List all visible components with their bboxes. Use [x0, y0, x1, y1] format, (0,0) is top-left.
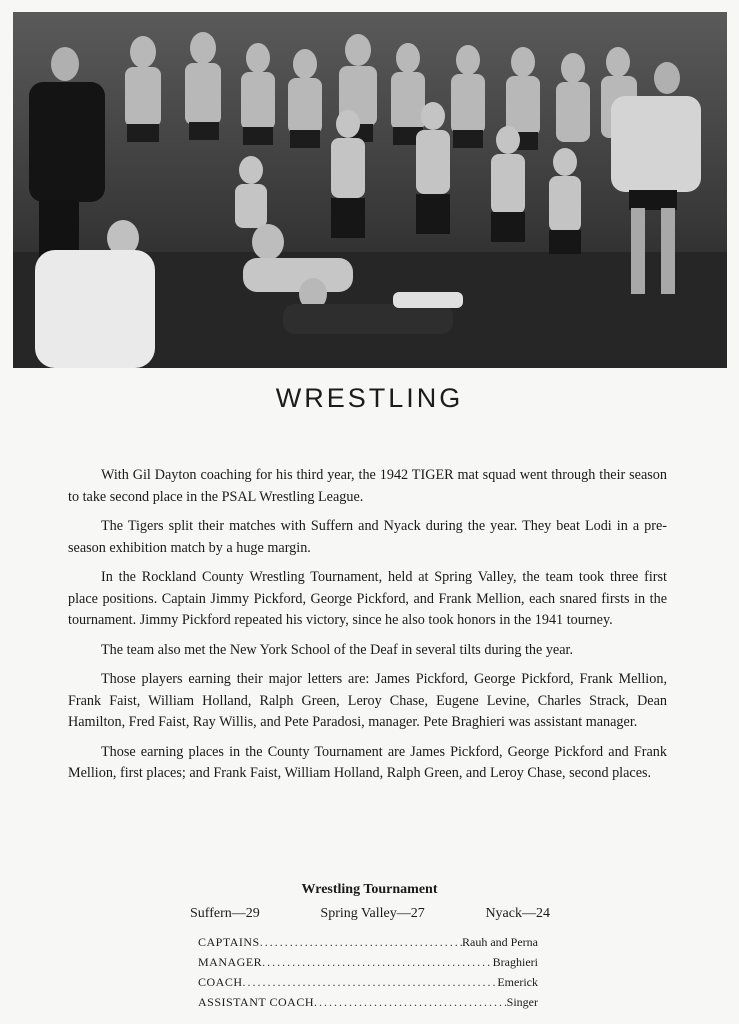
staff-role: MANAGER: [198, 955, 263, 969]
leader-dots: [262, 952, 493, 972]
staff-role: CAPTAINS: [198, 935, 260, 949]
staff-name: Rauh and Perna: [462, 935, 538, 949]
staff-row: [198, 932, 538, 952]
staff-name: Singer: [506, 995, 538, 1009]
staff-name: Braghieri: [492, 955, 538, 969]
leader-dots: [260, 932, 462, 952]
staff-list: [198, 932, 538, 1012]
staff-role: ASSISTANT COACH: [198, 995, 315, 1009]
staff-row: [198, 972, 538, 992]
page-title: WRESTLING: [275, 383, 464, 413]
staff-name: Emerick: [497, 975, 538, 989]
paragraph: The team also met the New York School of the Deaf in several tilts during the year.: [101, 641, 574, 658]
score-nyack: Nyack—24: [485, 906, 550, 921]
staff-row: [198, 992, 538, 1012]
staff-role: COACH: [198, 975, 243, 989]
leader-dots: [243, 972, 498, 992]
paragraph: Those players earning their major letters are: James Pickford, George Pickford, Frank Mellion, Frank Faist, William Holland, Ralph Green, Leroy Chase, Eugene Levine, Charles Strack, Dean Hamilton, Fred Faist, Ray Willis, and Pete Paradosi, manager. Pete Braghieri was assistant manager.: [68, 671, 667, 730]
score-spring-valley: Spring Valley—27: [320, 906, 425, 921]
paragraph: With Gil Dayton coaching for his third year, the 1942 TIGER mat squad went through their season to take second place in the PSAL Wrestling League.: [68, 467, 667, 505]
tournament-title: Wrestling Tournament: [301, 882, 438, 897]
article-body: [68, 465, 667, 793]
paragraph: Those earning places in the County Tournament are James Pickford, George Pickford and Frank Mellion, first places; and Frank Faist, William Holland, Ralph Green, and Leroy Chase, second places.: [68, 743, 667, 781]
score-suffern: Suffern—29: [190, 906, 260, 921]
tournament-scores: [190, 906, 550, 922]
team-photo: [13, 12, 727, 368]
staff-row: [198, 952, 538, 972]
paragraph: In the Rockland County Wrestling Tournament, held at Spring Valley, the team took three first place positions. Captain Jimmy Pickford, George Pickford, and Frank Mellion, each snared firsts in the tournament. Jimmy Pickford repeated his victory, since he also took honors in the 1941 tourney.: [68, 569, 667, 628]
paragraph: The Tigers split their matches with Suffern and Nyack during the year. They beat Lodi in a pre-season exhibition match by a huge margin.: [68, 518, 667, 556]
leader-dots: [314, 992, 507, 1012]
